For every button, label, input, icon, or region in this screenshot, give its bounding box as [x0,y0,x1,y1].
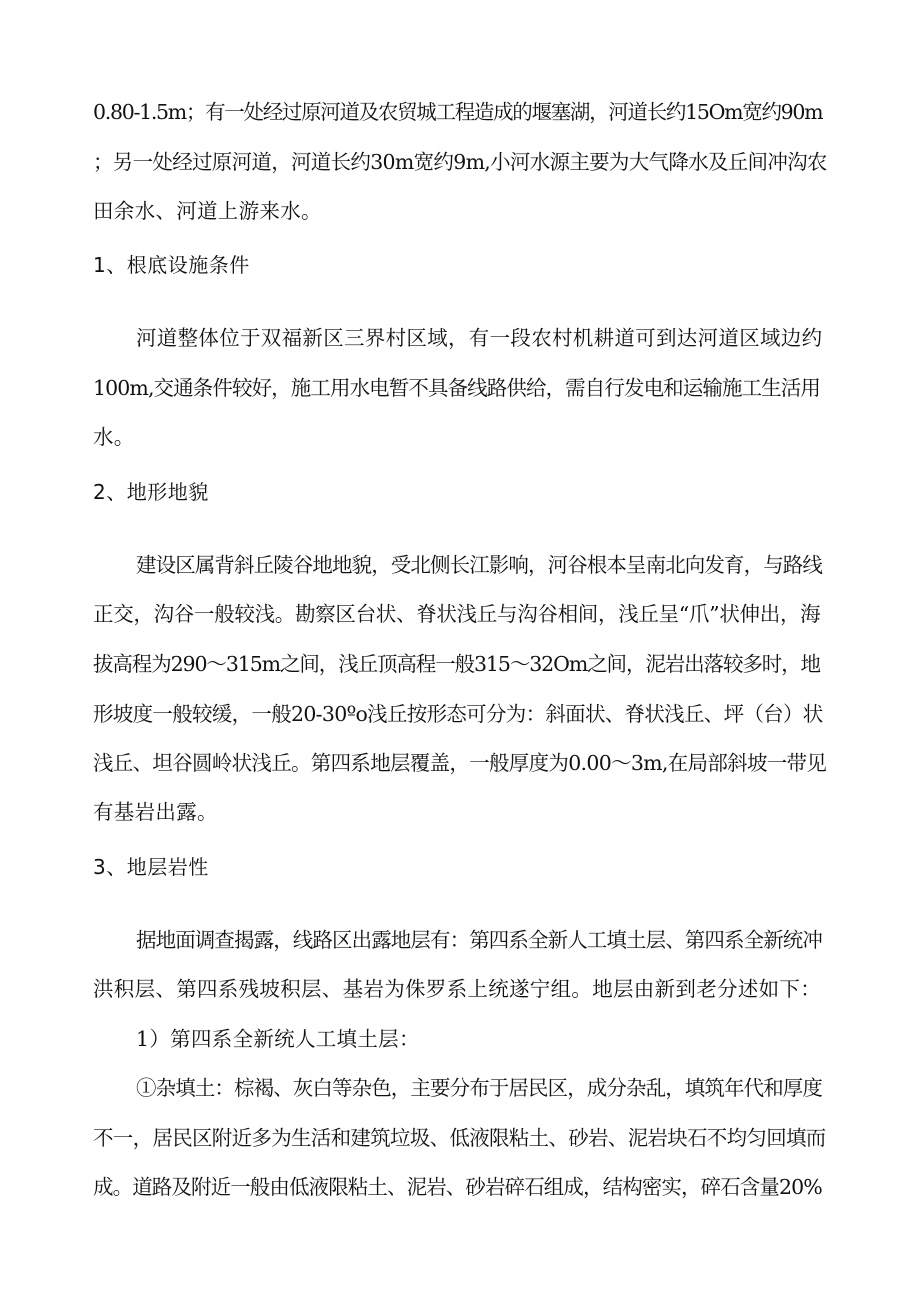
section-3-line-3: 1）第四系全新统人工填土层： [136,1027,420,1051]
section-heading-infrastructure: 1、根底设施条件 [93,253,250,277]
section-2-line-2: 正交，沟谷一般较浅。勘察区台状、脊状浅丘与沟谷相间，浅丘呈“爪”状伸出，海 [93,602,821,626]
section-2-line-5: 浅丘、坦谷圆岭状浅丘。第四系地层覆盖，一般厚度为0.00～3m,在局部斜坡一带见 [93,751,827,775]
section-2-line-4: 形坡度一般较缓，一般20-30ºo浅丘按形态可分为：斜面状、脊状浅丘、坪（台）状 [93,702,823,726]
section-heading-topography: 2、地形地貌 [93,480,209,504]
section-1-line-1: 河道整体位于双福新区三界村区域，有一段农村机耕道可到达河道区域边约 [136,326,823,350]
section-1-line-3: 水。 [93,425,135,449]
intro-line-2: ；另一处经过原河道，河道长约30m宽约9m,小河水源主要为大气降水及丘间冲沟农 [93,150,827,174]
section-3-line-6: 成。道路及附近一般由低液限粘土、泥岩、砂岩碎石组成，结构密实，碎石含量20% [93,1175,822,1199]
section-3-line-2: 洪积层、第四系残坡积层、基岩为侏罗系上统遂宁组。地层由新到老分述如下： [93,977,821,1001]
section-2-line-6: 有基岩出露。 [93,800,218,824]
section-1-line-2: 100m,交通条件较好，施工用水电暂不具备线路供给，需自行发电和运输施工生活用 [93,376,820,400]
section-2-line-3: 拔高程为290～315m之间，浅丘顶高程一般315～32Om之间，泥岩出落较多时，地 [93,652,820,676]
section-3-line-5: 不一，居民区附近多为生活和建筑垃圾、低液限粘土、砂岩、泥岩块石不均匀回填而 [93,1126,826,1150]
section-3-line-1: 据地面调查揭露，线路区出露地层有：第四系全新人工填土层、第四系全新统冲 [136,928,822,952]
section-heading-lithology: 3、地层岩性 [93,855,209,879]
section-2-line-1: 建设区属背斜丘陵谷地地貌，受北侧长江影响，河谷根本呈南北向发育，与路线 [136,553,822,577]
intro-line-3: 田余水、河道上游来水。 [93,199,322,223]
intro-line-1: 0.80-1.5m；有一处经过原河道及农贸城工程造成的堰塞湖，河道长约15Om宽约90m [93,100,823,124]
section-3-line-4: ①杂填土：棕褐、灰白等杂色，主要分布于居民区，成分杂乱，填筑年代和厚度 [136,1076,822,1100]
